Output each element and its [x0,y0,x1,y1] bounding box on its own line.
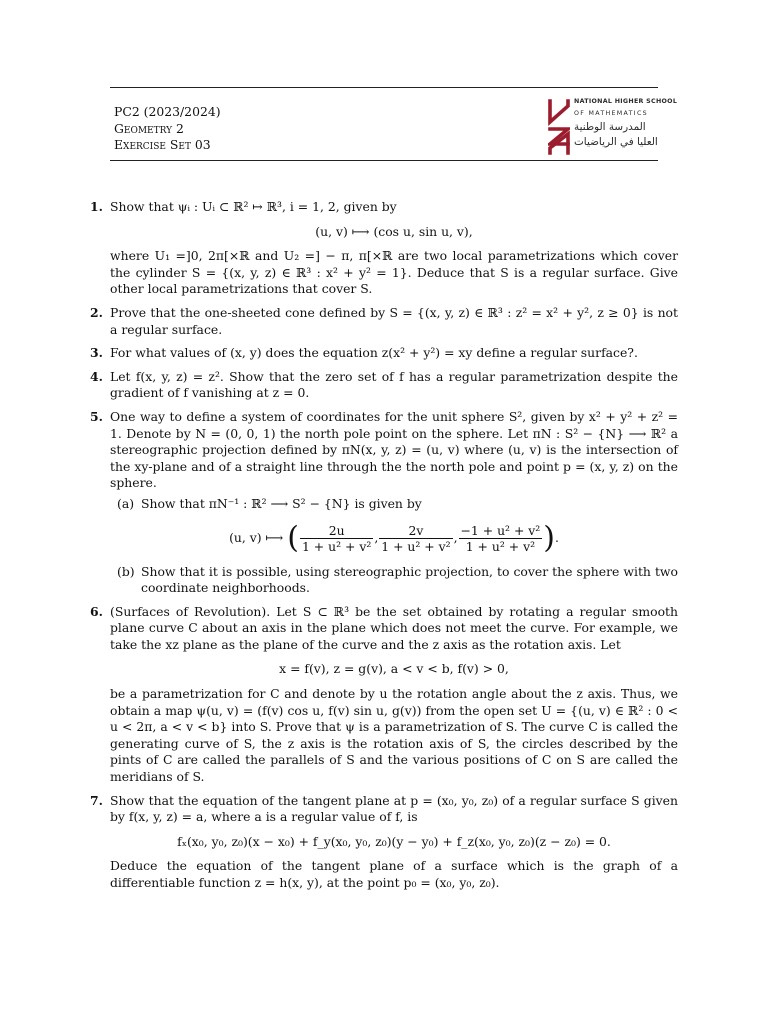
exercise-number: 1. [90,199,103,214]
school-name-line-2: OF MATHEMATICS [574,110,648,117]
exercise-number: 7. [90,792,103,808]
fraction-2 [379,523,452,554]
formula-map: (u, v) ⟼ [229,529,284,545]
part-text: Show that it is possible, using stereographic projection, to cover the sphere with two coordinate neighborhoods. [141,563,678,596]
exercise-text: Let f(x, y, z) = z². Show that the zero set of f has a regular parametrization despite the gradient of f vanishing at z = 0. [110,368,678,401]
exercise-text: Prove that the one-sheeted cone defined by S = {(x, y, z) ∈ ℝ³ : z² = x² + y², z ≥ 0} is not a regular surface. [110,304,678,337]
school-name-arabic-1: المدرسة الوطنية [574,121,646,133]
exercise-1 [90,199,678,298]
exercise-number: 4. [90,368,103,384]
exercise-text: be a parametrization for C and denote by u the rotation angle about the z axis. Thus, we obtain a map ψ(u, v) = (f(v) cos u, f(v) sin u, g(v)) from the open set U = {(u, v) ∈ ℝ² : 0 < u < 2π, a < v < b} into S. Prove that ψ is a parametrization of S. The curve C is called the generating curve of S, the z axis is the rotation axis of S, the circles described by the pints of C are called the parallels of S and the various positions of C on S are called the meridians of S. [110,686,678,785]
display-equation: (u, v) ⟼ (cos u, sin u, v), [315,223,473,239]
exercise-text: Deduce the equation of the tangent plane of a surface which is the graph of a differentiable function z = h(x, y), at the point p₀ = (x₀, y₀, z₀). [110,858,678,890]
display-equation: fₓ(x₀, y₀, z₀)(x − x₀) + f_y(x₀, y₀, z₀)(y − y₀) + f_z(x₀, y₀, z₀)(z − z₀) = 0. [177,833,611,849]
subject-line: Geometry 2 [114,120,184,136]
inverse-projection-formula: (u, v) ⟼ ( $\frac{2u}{\text{1 + u² + v²}}$ , $\frac{2v}{\text{1 + u² + v²}}$ , $\frac{\text{−1 + u² + v²}}{\text{1 + u² + v²}}$ ). [229,520,559,555]
school-name-arabic-2: العليا في الرياضيات [574,136,658,148]
part-label: (b) [117,563,135,579]
exercise-text: (Surfaces of Revolution). Let S ⊂ ℝ³ be the set obtained by rotating a regular smooth plane curve C about an axis in the plane which does not meet the curve. For example, we take the xz plane as the plane of the curve and the z axis as the rotation axis. Let [110,603,678,652]
exercise-number: 5. [90,408,103,424]
exercise-number: 3. [90,345,103,361]
fraction-numerator: 2u [300,523,373,539]
exercise-text: Show that ψᵢ : Uᵢ ⊂ ℝ² ↦ ℝ³, i = 1, 2, given by [110,199,397,214]
exercise-4 [90,369,678,402]
header-bottom-rule [110,160,658,161]
header-top-rule [110,87,658,88]
fraction-denominator: 1 + u² + v² [381,538,451,554]
exercise-3 [90,345,678,362]
exercise-text: Show that the equation of the tangent plane at p = (x₀, y₀, z₀) of a regular surface S given by f(x, y, z) = a, where a is a regular value of f, is [110,792,678,825]
exercise-set-line: Exercise Set 03 [114,137,211,153]
school-name [574,96,678,150]
fraction-denominator: 1 + u² + v² [301,538,372,554]
school-name-line-1: NATIONAL HIGHER SCHOOL [574,98,678,105]
exercise-number: 2. [90,304,103,320]
fraction-numerator: −1 + u² + v² [460,522,541,538]
display-equation: x = f(v), z = g(v), a < v < b, f(v) > 0, [279,661,509,677]
school-logo-icon [548,98,570,156]
exercise-list [90,199,678,899]
exercise-text: where U₁ =]0, 2π[×ℝ and U₂ =] − π, π[×ℝ are two local parametrizations which cover the cylinder S = {(x, y, z) ∈ ℝ³ : x² + y² = 1}. Deduce that S is a regular surface. Give other local parametrizations that cover S. [110,248,678,297]
course-info [114,104,374,154]
exercise-7 [90,793,678,892]
exercise-5 [90,409,678,597]
exercise-5-part-b [110,564,678,597]
fraction-1 [300,523,373,554]
exercise-6 [90,604,678,786]
part-label: (a) [117,495,135,511]
exercise-text: For what values of (x, y) does the equation z(x² + y²) = xy define a regular surface?. [110,345,638,361]
fraction-denominator: 1 + u² + v² [465,538,536,554]
exercise-number: 6. [90,603,103,619]
formula-close-paren: ) [543,520,555,555]
exercise-text: One way to define a system of coordinates for the unit sphere S², given by x² + y² + z² = 1. Denote by N = (0, 0, 1) the north pole point on the sphere. Let πN : S² − {N} ⟶ ℝ² a stereographic projection defined by πN(x, y, z) = (u, v) where (u, v) is the intersection of the xy-plane and of a straight line through the the north pole and point p = (x, y, z) on the sphere. [110,408,678,491]
formula-open-paren: ( [287,520,299,555]
part-text: Show that πN⁻¹ : ℝ² ⟶ S² − {N} is given by [141,495,422,511]
fraction-numerator: 2v [379,523,452,539]
exercise-2 [90,305,678,338]
exercise-5-part-a [110,496,678,513]
fraction-3 [459,523,543,554]
course-line: PC2 (2023/2024) [114,104,221,119]
school-logo [545,96,678,158]
